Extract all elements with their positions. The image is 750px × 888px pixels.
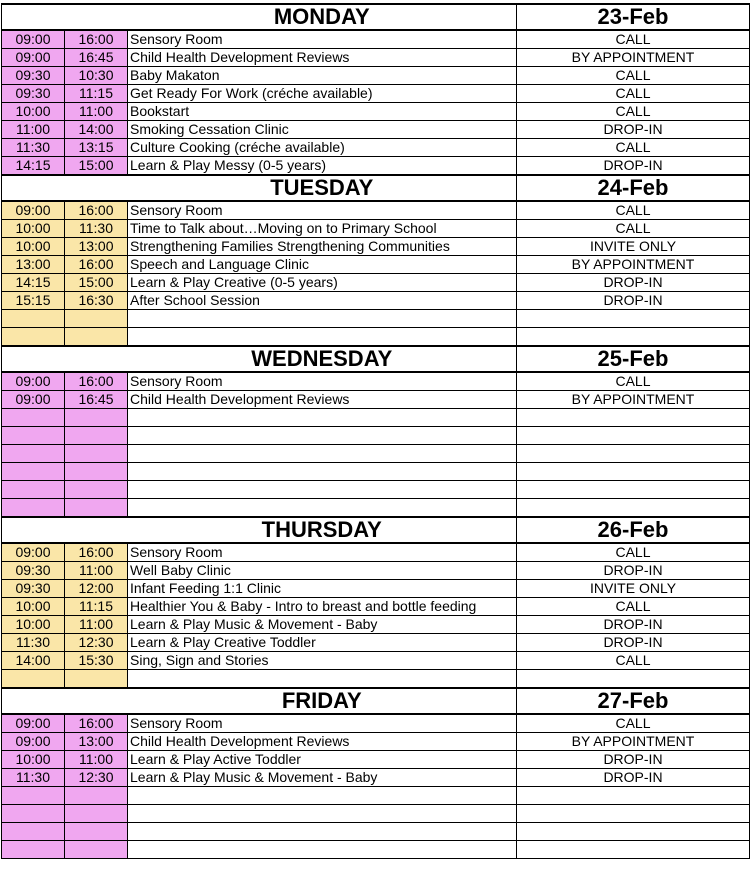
empty-row <box>2 310 750 328</box>
start-time <box>2 310 65 328</box>
day-date: 27-Feb <box>517 688 750 714</box>
end-time: 11:00 <box>65 616 128 634</box>
activity-name: Well Baby Clinic <box>128 562 517 580</box>
end-time: 12:00 <box>65 580 128 598</box>
day-name: FRIDAY <box>128 688 517 714</box>
start-time: 09:30 <box>2 580 65 598</box>
day-header <box>2 688 750 714</box>
start-time <box>2 328 65 347</box>
activity-name: Sing, Sign and Stories <box>128 652 517 670</box>
day-name: MONDAY <box>128 4 517 30</box>
start-time: 09:30 <box>2 562 65 580</box>
activity-name <box>128 670 517 689</box>
schedule-row <box>2 292 750 310</box>
booking-status: DROP-IN <box>517 292 750 310</box>
start-time: 10:00 <box>2 238 65 256</box>
schedule-row <box>2 139 750 157</box>
start-time: 13:00 <box>2 256 65 274</box>
end-time: 16:45 <box>65 391 128 409</box>
start-time: 14:00 <box>2 652 65 670</box>
activity-name: Culture Cooking (créche available) <box>128 139 517 157</box>
activity-name <box>128 841 517 859</box>
start-time: 10:00 <box>2 751 65 769</box>
booking-status <box>517 499 750 518</box>
schedule-row <box>2 769 750 787</box>
day-header-spacer <box>2 175 128 201</box>
activity-name: Learn & Play Music & Movement - Baby <box>128 769 517 787</box>
activity-name: Sensory Room <box>128 372 517 391</box>
start-time: 11:30 <box>2 769 65 787</box>
end-time: 16:45 <box>65 49 128 67</box>
end-time <box>65 499 128 518</box>
activity-name: After School Session <box>128 292 517 310</box>
start-time: 09:00 <box>2 543 65 562</box>
end-time <box>65 823 128 841</box>
start-time: 11:30 <box>2 634 65 652</box>
booking-status: CALL <box>517 85 750 103</box>
activity-name <box>128 463 517 481</box>
booking-status: CALL <box>517 139 750 157</box>
start-time <box>2 841 65 859</box>
activity-name: Infant Feeding 1:1 Clinic <box>128 580 517 598</box>
activity-name <box>128 499 517 518</box>
day-date: 25-Feb <box>517 346 750 372</box>
end-time: 16:00 <box>65 201 128 220</box>
booking-status: CALL <box>517 543 750 562</box>
activity-name: Sensory Room <box>128 201 517 220</box>
day-header-spacer <box>2 688 128 714</box>
end-time <box>65 463 128 481</box>
schedule-row <box>2 616 750 634</box>
activity-name <box>128 427 517 445</box>
schedule-row <box>2 372 750 391</box>
end-time: 16:00 <box>65 543 128 562</box>
activity-name: Bookstart <box>128 103 517 121</box>
activity-name <box>128 823 517 841</box>
start-time: 11:30 <box>2 139 65 157</box>
end-time <box>65 445 128 463</box>
end-time: 16:00 <box>65 372 128 391</box>
schedule-row <box>2 714 750 733</box>
end-time: 16:00 <box>65 256 128 274</box>
day-header <box>2 517 750 543</box>
booking-status: DROP-IN <box>517 121 750 139</box>
booking-status: CALL <box>517 67 750 85</box>
start-time <box>2 445 65 463</box>
day-name: TUESDAY <box>128 175 517 201</box>
booking-status: CALL <box>517 30 750 49</box>
booking-status <box>517 427 750 445</box>
end-time: 12:30 <box>65 634 128 652</box>
booking-status: DROP-IN <box>517 634 750 652</box>
schedule-row <box>2 562 750 580</box>
start-time: 10:00 <box>2 220 65 238</box>
booking-status: BY APPOINTMENT <box>517 256 750 274</box>
end-time <box>65 310 128 328</box>
booking-status <box>517 409 750 427</box>
activity-name <box>128 445 517 463</box>
schedule-row <box>2 67 750 85</box>
booking-status <box>517 670 750 689</box>
start-time: 14:15 <box>2 157 65 176</box>
start-time <box>2 481 65 499</box>
booking-status: DROP-IN <box>517 751 750 769</box>
day-name: WEDNESDAY <box>128 346 517 372</box>
end-time: 15:30 <box>65 652 128 670</box>
booking-status: DROP-IN <box>517 157 750 176</box>
activity-name: Learn & Play Music & Movement - Baby <box>128 616 517 634</box>
booking-status: BY APPOINTMENT <box>517 733 750 751</box>
activity-name: Child Health Development Reviews <box>128 391 517 409</box>
start-time: 09:00 <box>2 30 65 49</box>
start-time: 09:00 <box>2 714 65 733</box>
empty-row <box>2 805 750 823</box>
empty-row <box>2 328 750 347</box>
booking-status <box>517 481 750 499</box>
end-time: 10:30 <box>65 67 128 85</box>
start-time: 10:00 <box>2 616 65 634</box>
booking-status <box>517 463 750 481</box>
start-time <box>2 805 65 823</box>
empty-row <box>2 841 750 859</box>
schedule-body <box>2 4 750 859</box>
end-time: 16:00 <box>65 30 128 49</box>
end-time: 13:00 <box>65 238 128 256</box>
schedule-row <box>2 391 750 409</box>
start-time: 10:00 <box>2 598 65 616</box>
schedule-row <box>2 220 750 238</box>
end-time: 15:00 <box>65 274 128 292</box>
start-time: 11:00 <box>2 121 65 139</box>
booking-status: DROP-IN <box>517 769 750 787</box>
start-time <box>2 427 65 445</box>
end-time: 16:00 <box>65 714 128 733</box>
activity-name: Child Health Development Reviews <box>128 49 517 67</box>
end-time: 11:15 <box>65 85 128 103</box>
schedule-row <box>2 256 750 274</box>
schedule-row <box>2 49 750 67</box>
booking-status: BY APPOINTMENT <box>517 391 750 409</box>
booking-status: CALL <box>517 714 750 733</box>
booking-status: CALL <box>517 598 750 616</box>
schedule-row <box>2 634 750 652</box>
activity-name: Healthier You & Baby - Intro to breast and bottle feeding <box>128 598 517 616</box>
day-name: THURSDAY <box>128 517 517 543</box>
activity-name: Strengthening Families Strengthening Communities <box>128 238 517 256</box>
booking-status <box>517 805 750 823</box>
end-time <box>65 409 128 427</box>
schedule-row <box>2 543 750 562</box>
start-time: 09:00 <box>2 201 65 220</box>
start-time: 14:15 <box>2 274 65 292</box>
activity-name: Sensory Room <box>128 543 517 562</box>
start-time <box>2 787 65 805</box>
day-header-spacer <box>2 4 128 30</box>
empty-row <box>2 409 750 427</box>
empty-row <box>2 445 750 463</box>
start-time: 15:15 <box>2 292 65 310</box>
activity-name <box>128 310 517 328</box>
empty-row <box>2 787 750 805</box>
start-time: 09:00 <box>2 372 65 391</box>
end-time: 13:15 <box>65 139 128 157</box>
schedule-row <box>2 201 750 220</box>
end-time: 16:30 <box>65 292 128 310</box>
schedule-row <box>2 103 750 121</box>
end-time <box>65 805 128 823</box>
booking-status: BY APPOINTMENT <box>517 49 750 67</box>
activity-name: Time to Talk about…Moving on to Primary School <box>128 220 517 238</box>
start-time: 09:00 <box>2 733 65 751</box>
schedule-row <box>2 85 750 103</box>
booking-status: INVITE ONLY <box>517 580 750 598</box>
booking-status <box>517 823 750 841</box>
schedule-row <box>2 598 750 616</box>
activity-name <box>128 328 517 347</box>
activity-name: Learn & Play Creative (0-5 years) <box>128 274 517 292</box>
end-time <box>65 787 128 805</box>
activity-name: Get Ready For Work (créche available) <box>128 85 517 103</box>
booking-status: DROP-IN <box>517 616 750 634</box>
booking-status <box>517 445 750 463</box>
empty-row <box>2 499 750 518</box>
start-time: 09:30 <box>2 67 65 85</box>
day-header-spacer <box>2 517 128 543</box>
activity-name: Sensory Room <box>128 30 517 49</box>
end-time: 11:30 <box>65 220 128 238</box>
empty-row <box>2 823 750 841</box>
activity-name: Learn & Play Creative Toddler <box>128 634 517 652</box>
end-time <box>65 427 128 445</box>
end-time: 11:00 <box>65 751 128 769</box>
booking-status <box>517 310 750 328</box>
start-time: 09:00 <box>2 49 65 67</box>
empty-row <box>2 427 750 445</box>
booking-status: CALL <box>517 103 750 121</box>
end-time <box>65 481 128 499</box>
booking-status <box>517 787 750 805</box>
activity-name: Learn & Play Active Toddler <box>128 751 517 769</box>
day-header <box>2 346 750 372</box>
booking-status <box>517 328 750 347</box>
booking-status: DROP-IN <box>517 562 750 580</box>
start-time: 09:30 <box>2 85 65 103</box>
end-time <box>65 328 128 347</box>
activity-name <box>128 409 517 427</box>
schedule-row <box>2 652 750 670</box>
activity-name <box>128 787 517 805</box>
empty-row <box>2 463 750 481</box>
activity-name: Child Health Development Reviews <box>128 733 517 751</box>
booking-status: CALL <box>517 372 750 391</box>
end-time <box>65 670 128 689</box>
empty-row <box>2 670 750 689</box>
schedule-row <box>2 580 750 598</box>
booking-status: CALL <box>517 201 750 220</box>
start-time <box>2 499 65 518</box>
day-header <box>2 175 750 201</box>
start-time <box>2 463 65 481</box>
end-time: 11:15 <box>65 598 128 616</box>
start-time: 10:00 <box>2 103 65 121</box>
end-time: 13:00 <box>65 733 128 751</box>
activity-name: Speech and Language Clinic <box>128 256 517 274</box>
day-date: 26-Feb <box>517 517 750 543</box>
schedule-row <box>2 238 750 256</box>
schedule-row <box>2 751 750 769</box>
schedule-row <box>2 733 750 751</box>
end-time: 11:00 <box>65 103 128 121</box>
start-time: 09:00 <box>2 391 65 409</box>
end-time <box>65 841 128 859</box>
booking-status: CALL <box>517 220 750 238</box>
day-date: 24-Feb <box>517 175 750 201</box>
end-time: 15:00 <box>65 157 128 176</box>
activity-name: Baby Makaton <box>128 67 517 85</box>
empty-row <box>2 481 750 499</box>
end-time: 14:00 <box>65 121 128 139</box>
weekly-schedule-table <box>1 3 750 859</box>
day-date: 23-Feb <box>517 4 750 30</box>
start-time <box>2 409 65 427</box>
booking-status <box>517 841 750 859</box>
end-time: 11:00 <box>65 562 128 580</box>
start-time <box>2 823 65 841</box>
schedule-row <box>2 121 750 139</box>
schedule-row <box>2 30 750 49</box>
schedule-row <box>2 157 750 176</box>
day-header <box>2 4 750 30</box>
day-header-spacer <box>2 346 128 372</box>
activity-name <box>128 805 517 823</box>
activity-name: Learn & Play Messy (0-5 years) <box>128 157 517 176</box>
booking-status: INVITE ONLY <box>517 238 750 256</box>
activity-name <box>128 481 517 499</box>
booking-status: DROP-IN <box>517 274 750 292</box>
activity-name: Smoking Cessation Clinic <box>128 121 517 139</box>
booking-status: CALL <box>517 652 750 670</box>
end-time: 12:30 <box>65 769 128 787</box>
start-time <box>2 670 65 689</box>
activity-name: Sensory Room <box>128 714 517 733</box>
schedule-row <box>2 274 750 292</box>
